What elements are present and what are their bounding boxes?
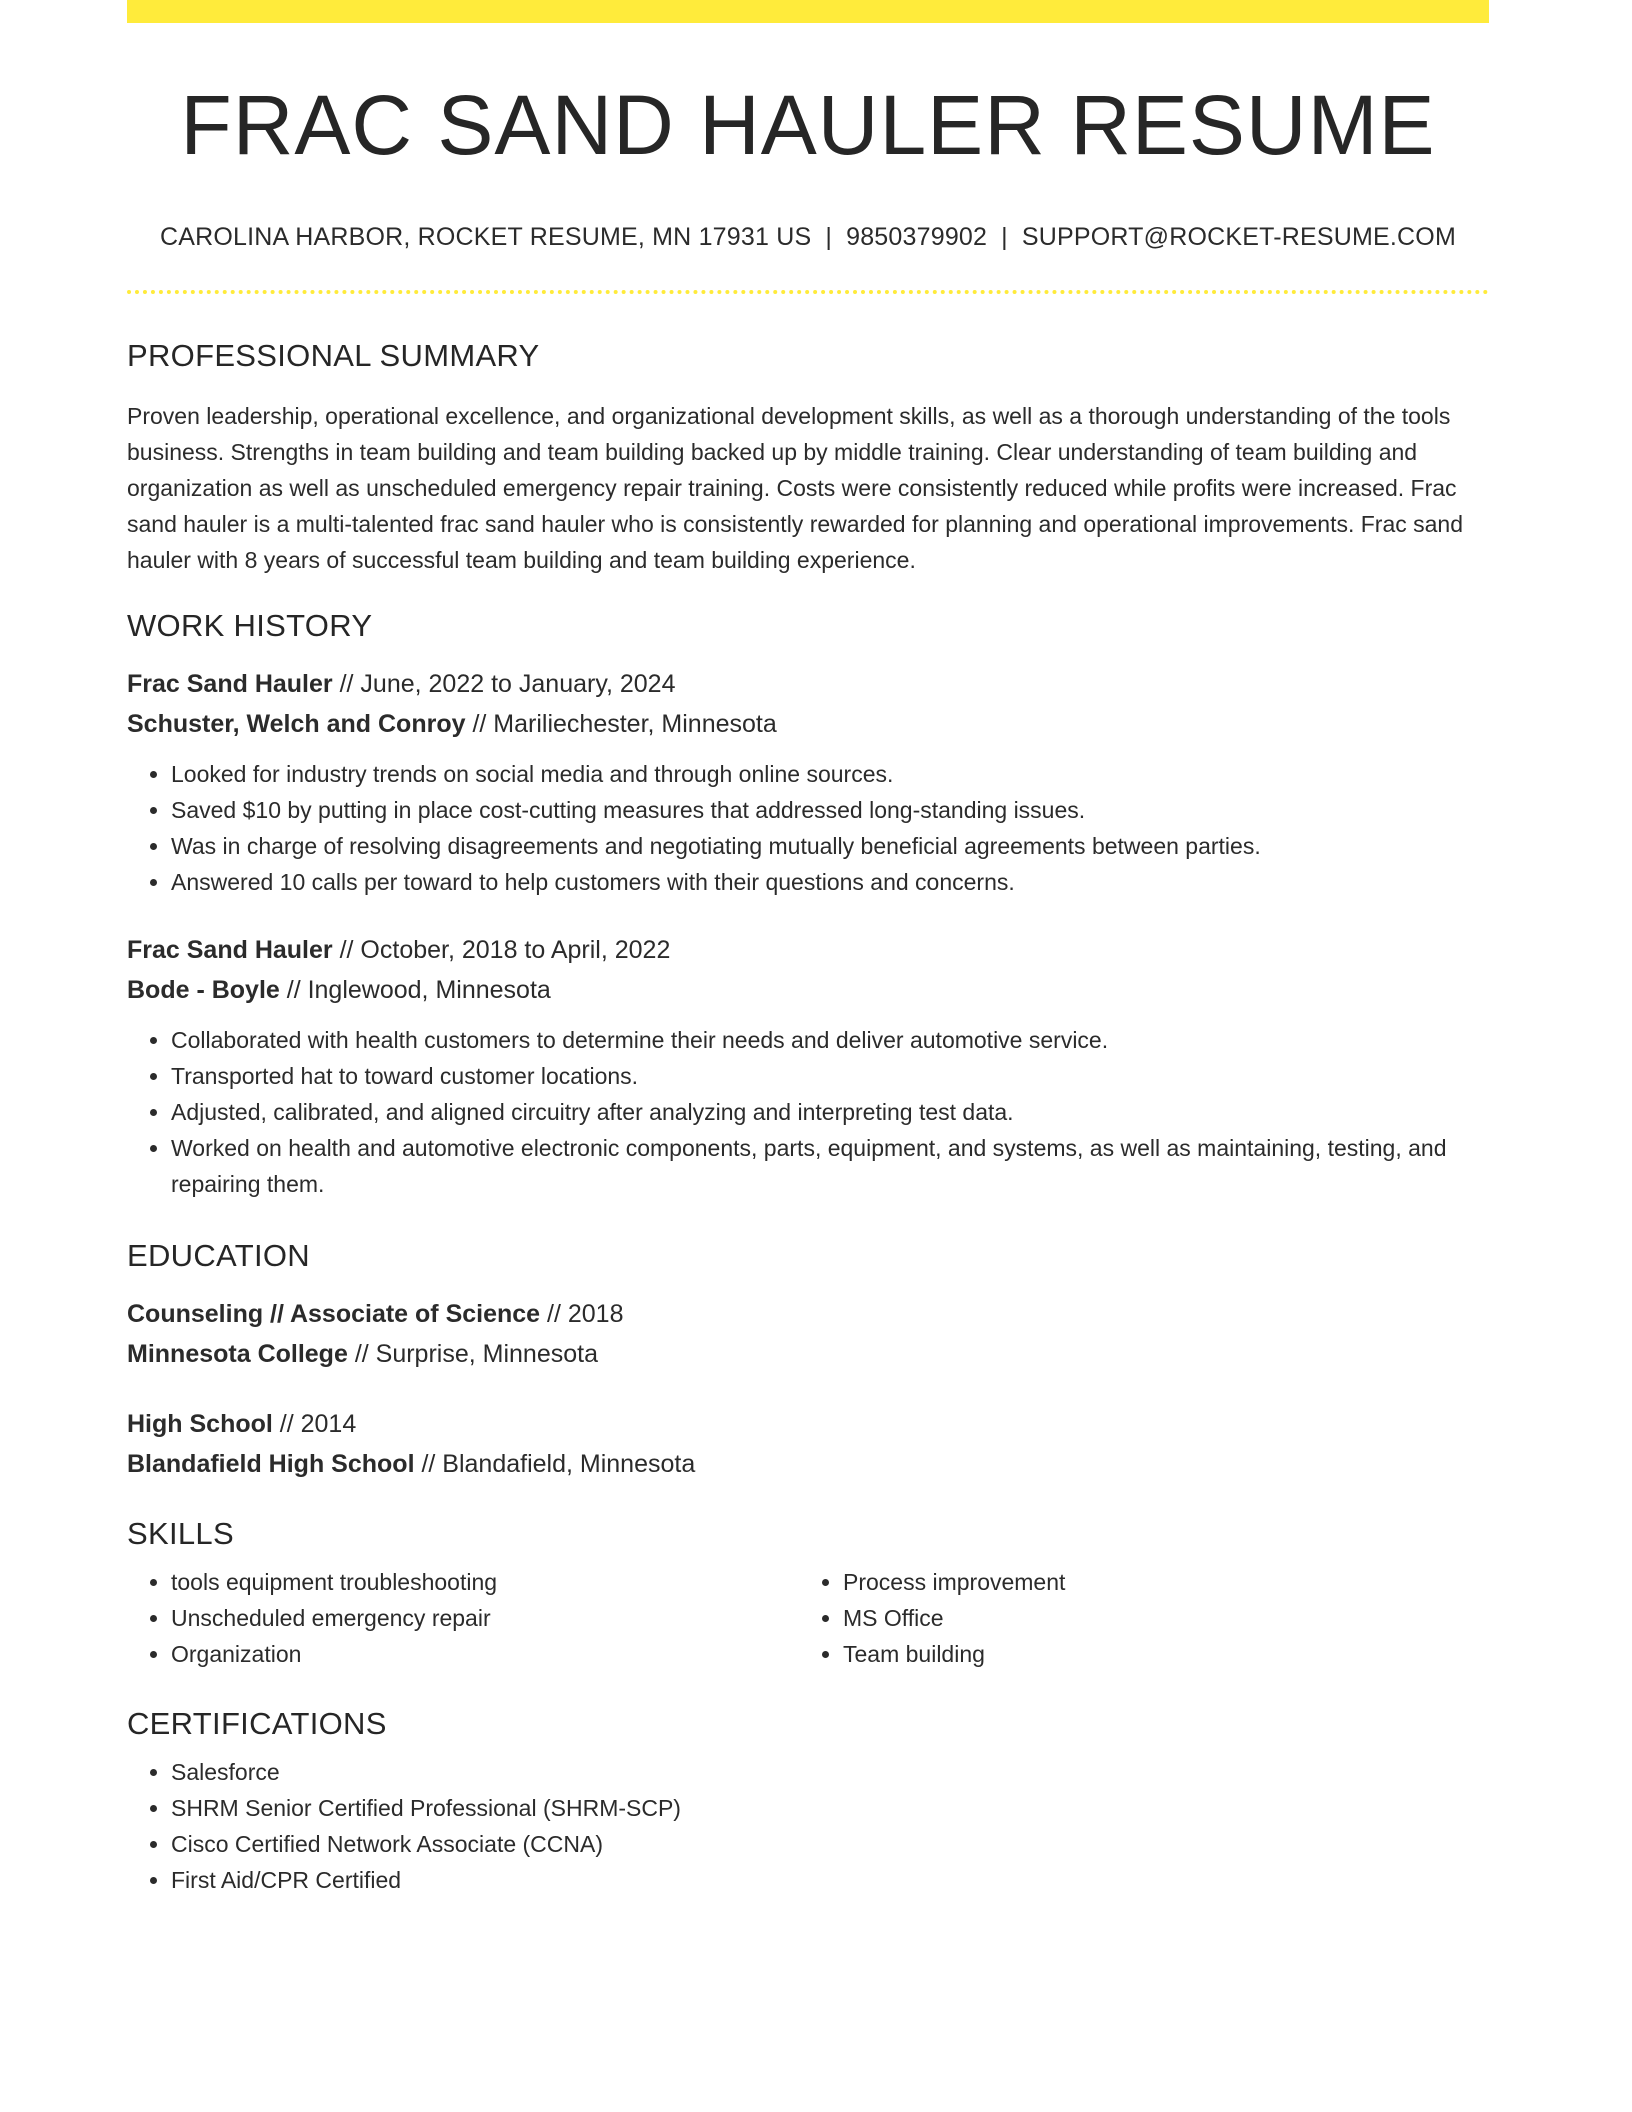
job-entry: [127, 930, 1489, 1202]
job-company-line: [127, 704, 1489, 744]
certification-item: • Cisco Certified Network Associate (CCNA): [171, 1826, 1489, 1862]
education-degree: Counseling // Associate of Science: [127, 1300, 541, 1329]
certifications-list: [127, 1754, 1489, 1898]
accent-top-bar: [127, 0, 1489, 23]
job-bullets: [127, 756, 1489, 900]
job-bullet: • Collaborated with health customers to determine their needs and deliver automotive service.: [171, 1022, 1489, 1058]
job-bullets: [127, 1022, 1489, 1202]
job-company: Schuster, Welch and Conroy: [127, 710, 466, 739]
job-title: Frac Sand Hauler: [127, 936, 333, 965]
job-bullet: • Worked on health and automotive electronic components, parts, equipment, and systems, as well as maintaining, testing, and repairing them.: [171, 1130, 1489, 1202]
contact-separator: |: [1001, 223, 1008, 252]
skill-item: • Organization: [171, 1636, 799, 1672]
contact-email: SUPPORT@ROCKET-RESUME.COM: [1021, 223, 1456, 252]
job-company-line: [127, 970, 1489, 1010]
contact-line: [127, 223, 1489, 252]
education-entry: [127, 1404, 1489, 1484]
certification-item: • Salesforce: [171, 1754, 1489, 1790]
job-bullet: • Transported hat to toward customer locations.: [171, 1058, 1489, 1094]
contact-phone: 9850379902: [846, 223, 988, 252]
job-title: Frac Sand Hauler: [127, 670, 333, 699]
skills-column-2: [799, 1564, 1489, 1672]
education-school-line: [127, 1334, 1489, 1374]
skill-item: • Process improvement: [843, 1564, 1489, 1600]
education-location: // Surprise, Minnesota: [347, 1340, 598, 1369]
work-history-heading: WORK HISTORY: [127, 608, 373, 644]
resume-page: [127, 0, 1489, 1898]
education-heading: EDUCATION: [127, 1238, 310, 1274]
job-bullet: • Looked for industry trends on social media and through online sources.: [171, 756, 1489, 792]
dotted-divider: [127, 290, 1489, 294]
job-location: // Mariliechester, Minnesota: [465, 710, 777, 739]
education-school: Minnesota College: [127, 1340, 348, 1369]
certification-item: • First Aid/CPR Certified: [171, 1862, 1489, 1898]
skills-grid: [127, 1564, 1489, 1672]
job-bullet: • Saved $10 by putting in place cost-cutting measures that addressed long-standing issues.: [171, 792, 1489, 828]
summary-text: Proven leadership, operational excellence, and organizational development skills, as well as a thorough understanding of the tools business. Strengths in team building and team building backed up by middle training. Clear understanding of team building and organization as well as unscheduled emergency repair training. Costs were consistently reduced while profits were increased. Frac sand hauler is a multi-talented frac sand hauler who is consistently rewarded for planning and operational improvements. Frac sand hauler with 8 years of successful team building and team building experience.: [127, 403, 1463, 574]
job-entry: [127, 664, 1489, 900]
job-location: // Inglewood, Minnesota: [279, 976, 551, 1005]
job-bullet: • Was in charge of resolving disagreements and negotiating mutually beneficial agreements between parties.: [171, 828, 1489, 864]
certifications-heading: CERTIFICATIONS: [127, 1706, 387, 1742]
skill-item: • MS Office: [843, 1600, 1489, 1636]
contact-address: CAROLINA HARBOR, ROCKET RESUME, MN 17931 US: [160, 223, 812, 252]
skill-item: • Unscheduled emergency repair: [171, 1600, 799, 1636]
education-degree-line: [127, 1404, 1489, 1444]
education-degree: High School: [127, 1410, 273, 1439]
job-bullet: • Adjusted, calibrated, and aligned circuitry after analyzing and interpreting test data.: [171, 1094, 1489, 1130]
resume-title: FRAC SAND HAULER RESUME: [180, 78, 1436, 172]
skills-column-1: [127, 1564, 799, 1672]
job-title-line: [127, 664, 1489, 704]
skills-heading: SKILLS: [127, 1516, 234, 1552]
education-school: Blandafield High School: [127, 1450, 415, 1479]
job-dates: // June, 2022 to January, 2024: [332, 670, 676, 699]
summary-heading: PROFESSIONAL SUMMARY: [127, 338, 540, 374]
job-dates: // October, 2018 to April, 2022: [332, 936, 671, 965]
education-degree-line: [127, 1294, 1489, 1334]
job-bullet: • Answered 10 calls per toward to help customers with their questions and concerns.: [171, 864, 1489, 900]
job-company: Bode - Boyle: [127, 976, 280, 1005]
education-location: // Blandafield, Minnesota: [414, 1450, 696, 1479]
skill-item: • tools equipment troubleshooting: [171, 1564, 799, 1600]
job-title-line: [127, 930, 1489, 970]
contact-separator: |: [825, 223, 833, 252]
education-school-line: [127, 1444, 1489, 1484]
education-entry: [127, 1294, 1489, 1374]
certification-item: • SHRM Senior Certified Professional (SHRM-SCP): [171, 1790, 1489, 1826]
education-year: // 2018: [540, 1300, 624, 1329]
education-year: // 2014: [272, 1410, 357, 1439]
skill-item: • Team building: [843, 1636, 1489, 1672]
